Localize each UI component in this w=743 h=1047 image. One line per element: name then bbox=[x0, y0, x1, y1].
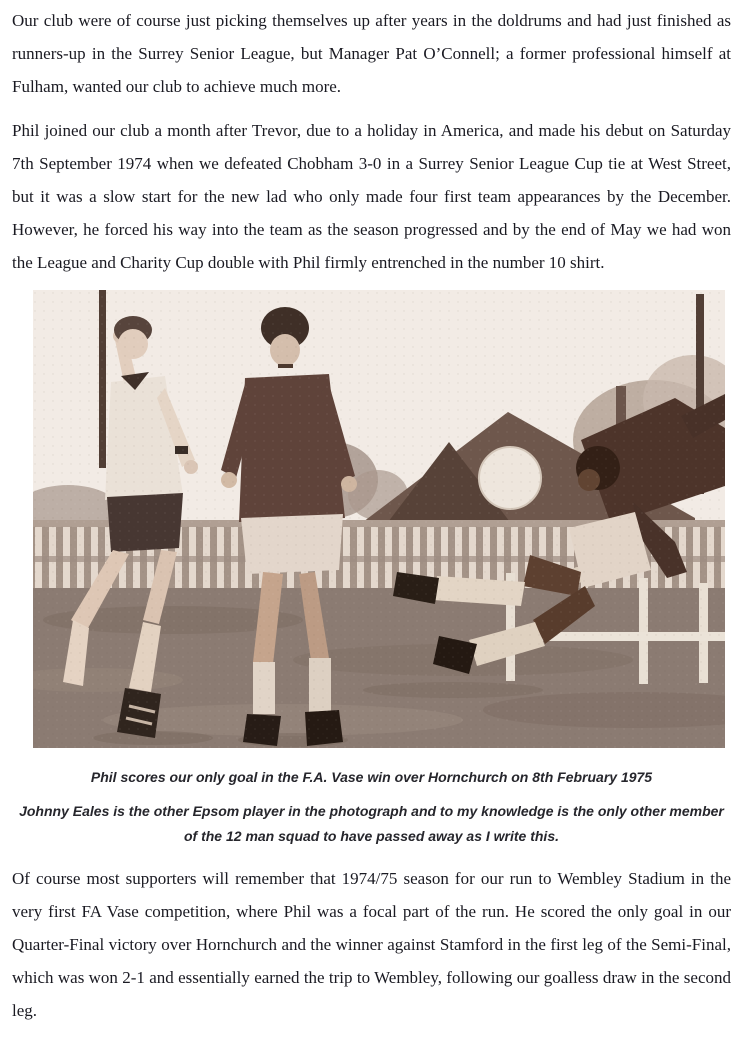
paragraph-1: Our club were of course just picking themselves up after years in the doldrums and had just finished as runners-up in the Surrey Senior League, but Manager Pat O’Connell; a former professional himself at Fulham, wanted our club to achieve much more. bbox=[12, 11, 731, 96]
paragraph-3: Of course most supporters will remember that 1974/75 season for our run to Wembley Stadium in the very first FA Vase competition, where Phil was a focal part of the run. He scored the only goal in our Quarter-Final victory over Hornchurch and the winner against Stamford in the first leg of the Semi-Final, which was won 2-1 and essentially earned the trip to Wembley, following our goalless draw in the second leg. bbox=[12, 869, 731, 1020]
photo-caption-secondary: Johnny Eales is the other Epsom player in the photograph and to my knowledge is the only other member of the 12 man squad to have passed away as I write this. bbox=[19, 803, 724, 844]
match-photo bbox=[33, 290, 725, 748]
match-photo-illustration bbox=[33, 290, 725, 748]
paragraph-2: Phil joined our club a month after Trevor, due to a holiday in America, and made his debut on Saturday 7th September 1974 when we defeated Chobham 3-0 in a Surrey Senior League Cup tie at West Street, but it was a slow start for the new lad who only made four first team appearances by the December. However, he forced his way into the team as the season progressed and by the end of May we had won the League and Charity Cup double with Phil firmly entrenched in the number 10 shirt. bbox=[12, 121, 731, 272]
photo-caption-primary: Phil scores our only goal in the F.A. Vase win over Hornchurch on 8th February 1975 bbox=[90, 769, 653, 785]
